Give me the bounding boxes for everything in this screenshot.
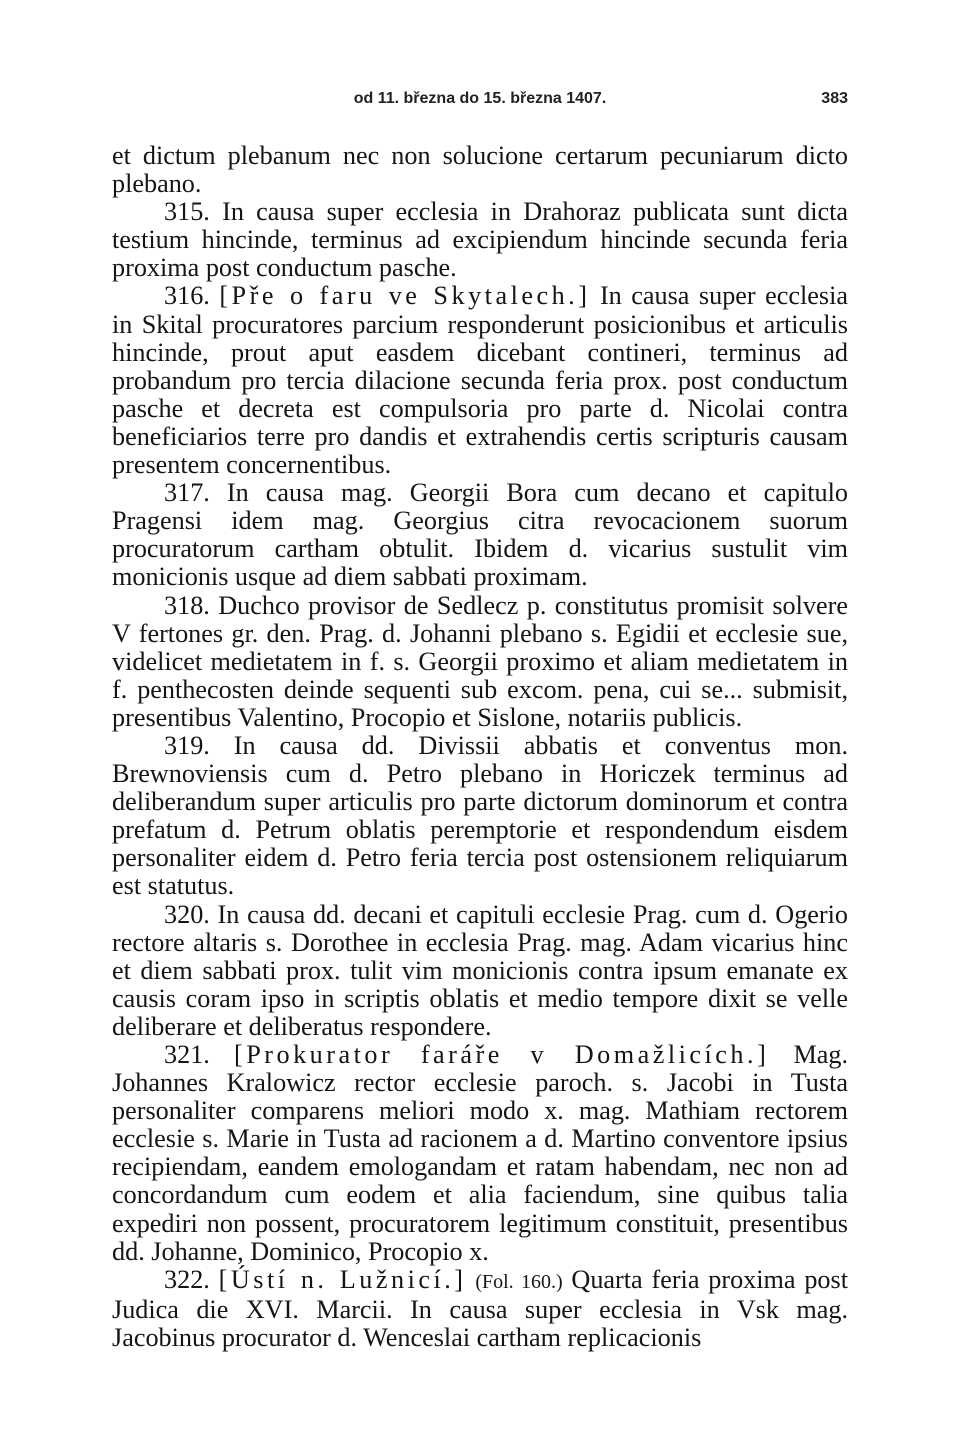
paragraph-number: 319.	[164, 730, 210, 760]
paragraph-text: In causa super ecclesia in Skital procuratores parcium responderunt posicionibus et articulis hincinde, prout aput easdem dicebant contineri, terminus ad probandum pro tercia dilacione secunda feria prox. post conductum pasche et decreta est compulsoria pro parte d. Nicolai contra beneficiarios terre pro dandis et extrahendis certis scripturis causam presentem concernentibus.	[112, 281, 848, 480]
paragraph-322	[112, 1266, 848, 1352]
paragraph-number: 316.	[164, 281, 210, 311]
paragraph-number: 315.	[164, 197, 210, 227]
paragraph-text: Mag. Johannes Kralowicz rector ecclesie paroch. s. Jacobi in Tusta personaliter comparens meliori modo x. mag. Mathiam rectorem ecclesie s. Marie in Tusta ad racionem a d. Martino conventore ipsius recipiendam, eandem emologandam et ratam habendam, nec non ad concordandum cum eodem et alia faciendum, sine quibus talia expediri non possent, procuratorem legitimum constituit, presentibus dd. Johanne, Dominico, Procopio x.	[112, 1040, 848, 1266]
paragraph-number: 317.	[164, 478, 210, 508]
running-title: od 11. března do 15. března 1407.	[353, 90, 607, 107]
paragraph-319	[112, 732, 848, 901]
page-body	[112, 142, 848, 1352]
paragraph-318	[112, 592, 848, 732]
paragraph-320	[112, 901, 848, 1041]
paragraph-number: 318.	[164, 590, 210, 620]
paragraph-317	[112, 479, 848, 591]
paragraph-321	[112, 1041, 848, 1266]
paragraph-text: In causa dd. Divissii abbatis et conventus mon. Brewnoviensis cum d. Petro plebano in Horiczek terminus ad deliberandum super articulis pro parte dictorum dominorum et contra prefatum d. Petrum oblatis peremptorie et respondendum eisdem personaliter eidem d. Petro feria tercia post ostensionem reliquiarum est statutus.	[112, 730, 848, 901]
paragraph-text: In causa super ecclesia in Drahoraz publicata sunt dicta testium hincinde, terminus ad excipiendum hincinde secunda feria proxima post conductum pasche.	[112, 197, 849, 283]
paragraph-text: In causa dd. decani et capituli ecclesie Prag. cum d. Ogerio rectore altaris s. Dorothee in ecclesia Prag. mag. Adam vicarius hinc et diem sabbati prox. tulit vim monicionis contra ipsum emanate ex causis coram ipso in scriptis oblatis et medio tempore dixit se velle deliberare et deliberatus respondere.	[112, 899, 849, 1041]
paragraph-text: Duchco provisor de Sedlecz p. constitutus promisit solvere V fertones gr. den. Prag. d. Johanni plebano s. Egidii et ecclesie sue, videlicet medietatem in f. s. Georgii proximo et aliam medietatem in f. penthecosten deinde sequenti sub excom. pena, cui se... submisit, presentibus Valentino, Procopio et Sislone, notariis publicis.	[112, 590, 848, 732]
paragraph-heading: [Pře o faru ve Skytalech.]	[219, 281, 591, 311]
page-number: 383	[821, 90, 848, 107]
paragraph-number: 321.	[164, 1040, 210, 1069]
paragraph-number: 320.	[164, 899, 210, 929]
paragraph-315	[112, 198, 848, 282]
paragraph-heading: [Prokurator faráře v Domažlicích.]	[233, 1040, 770, 1069]
paragraph-text: Quarta feria proxima post Judica die XVI. Marcii. In causa super ecclesia in Vsk mag. Jacobinus procurator d. Wenceslai cartham replicacionis	[112, 1264, 848, 1352]
page-header	[112, 86, 848, 116]
paragraph-text: In causa mag. Georgii Bora cum decano et capitulo Pragensi idem mag. Georgius citra revocacionem suorum procuratorum cartham obtulit. Ibidem d. vicarius sustulit vim monicionis usque ad diem sabbati proximam.	[112, 478, 848, 592]
paragraph-heading: [Ústí n. Lužnicí.]	[218, 1264, 467, 1294]
paragraph-number: 322.	[164, 1264, 210, 1294]
paragraph-316	[112, 282, 848, 479]
folio-reference: (Fol. 160.)	[475, 1270, 563, 1293]
paragraph-text: et dictum plebanum nec non solucione certarum pecuniarum dicto plebano.	[112, 141, 848, 199]
paragraph-continuation	[112, 142, 848, 198]
